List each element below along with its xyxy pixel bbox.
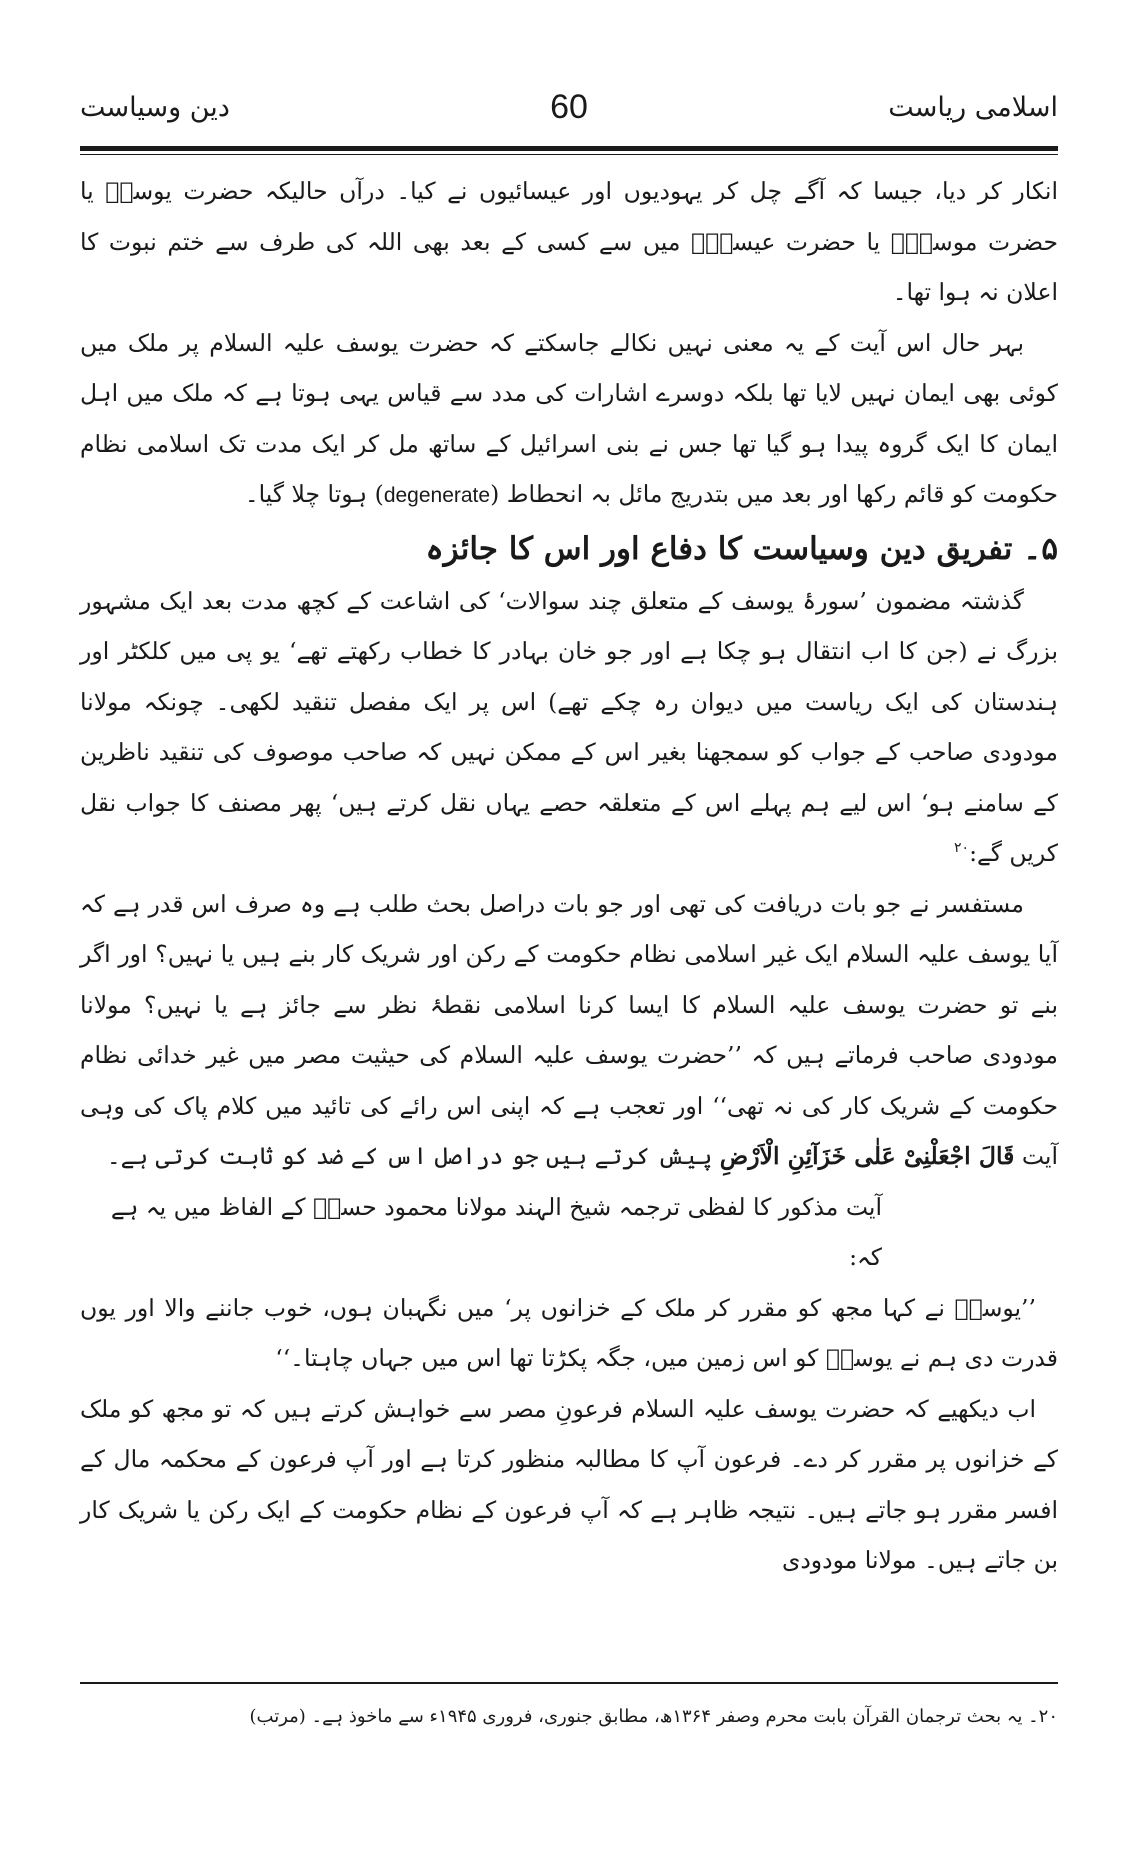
paragraph-7: اب دیکھیے کہ حضرت یوسف علیہ السلام فرعونِ مصر سے خواہش کرتے ہیں کہ تو مجھ کو ملک کے خزانوں پر مقرر کر دے۔ فرعون آپ کا مطالبہ منظور کرتا ہے اور آپ فرعون کے محکمہ مال کے افسر مقرر ہو جاتے ہیں۔ نتیجہ ظاہر ہے کہ آپ فرعون کے نظام حکومت کے ایک رکن یا شریک کار بن جاتے ہیں۔ مولانا مودودی xyxy=(80,1394,1058,1574)
paragraph-3 xyxy=(80,576,1058,879)
paragraph-4-end: پیش کرتے ہیں جو دراصل اس کے ضد کو ثابت کرتی ہے۔ xyxy=(106,1142,713,1170)
quran-verse: قَالَ اجْعَلْنِیْ عَلٰی خَزَآئِنِ الْاَرْضِ xyxy=(719,1142,1015,1170)
page-header xyxy=(80,88,1058,148)
paragraph-2 xyxy=(80,318,1058,522)
running-head-book-title: اسلامی ریاست xyxy=(888,92,1058,123)
english-term: degenerate xyxy=(383,484,491,507)
paragraph-2-start: بہر حال اس آیت کے یہ معنی نہیں نکالے جاسکتے کہ حضرت یوسف علیہ السلام پر ملک میں کوئی بھی ایمان نہیں لایا تھا بلکہ دوسرے اشارات کی مدد سے قیاس یہی ہوتا ہے کہ ملک میں اہل ایمان کا ایک گروہ پیدا ہو گیا تھا جس نے بنی اسرائیل کے ساتھ مل کر ایک مدت تک اسلامی نظام حکومت کو قائم رکھا اور بعد میں بتدریج مائل بہ انحطاط ( xyxy=(80,328,1058,508)
footnote-reference: ۲۰ xyxy=(954,840,970,857)
header-rule-thin xyxy=(80,154,1058,155)
paragraph-4-start: مستفسر نے جو بات دریافت کی تھی اور جو بات دراصل بحث طلب ہے وہ صرف اس قدر ہے کہ آیا یوسف علیہ السلام ایک غیر اسلامی نظام حکومت کے رکن اور شریک کار بنے ہیں یا نہیں؟ اور اگر بنے تو حضرت یوسف علیہ السلام کا ایسا کرنا اسلامی نقطۂ نظر سے جائز ہے یا نہیں؟ مولانا مودودی صاحب فرماتے ہیں کہ ’’حضرت یوسف علیہ السلام کی حیثیت مصر میں غیر خدائی نظام حکومت کے شریک کار کی نہ تھی‘‘ اور تعجب ہے کہ اپنی اس رائے کی تائید میں کلام پاک کی وہی آیت xyxy=(80,889,1058,1170)
paragraph-4 xyxy=(80,879,1058,1182)
footnote-divider xyxy=(80,1682,1058,1684)
book-page xyxy=(80,0,1058,1850)
page-number: 60 xyxy=(550,88,588,126)
header-rule-thick xyxy=(80,146,1058,151)
running-head-chapter-title: دین وسیاست xyxy=(80,92,230,123)
paragraph-3-text: گذشتہ مضمون ’سورۂ یوسف کے متعلق چند سوالات‘ کی اشاعت کے کچھ مدت بعد ایک مشہور بزرگ نے (جن کا اب انتقال ہو چکا ہے اور جو خان بہادر کا خطاب رکھتے تھے‘ یو پی میں کلکٹر اور ہندستان کی ایک ریاست میں دیوان رہ چکے تھے) اس پر ایک مفصل تنقید لکھی۔ چونکہ مولانا مودودی صاحب کے جواب کو سمجھنا بغیر اس کے ممکن نہیں کہ صاحب موصوف کی تنقید ناظرین کے سامنے ہو‘ اس لیے ہم پہلے اس کے متعلقہ حصے یہاں نقل کرتے ہیں‘ پھر مصنف کا جواب نقل کریں گے: xyxy=(80,586,1058,867)
paragraph-2-end: ) ہوتا چلا گیا۔ xyxy=(244,480,384,508)
paragraph-6-quotation: ’’یوسفؑ نے کہا مجھ کو مقرر کر ملک کے خزانوں پر‘ میں نگہبان ہوں، خوب جاننے والا اور یوں قدرت دی ہم نے یوسفؑ کو اس زمین میں، جگہ پکڑتا تھا اس میں جہاں چاہتا۔‘‘ xyxy=(80,1293,1058,1372)
page-body xyxy=(80,166,1058,1586)
footnote: ۲۰۔ یہ بحث ترجمان القرآن بابت محرم وصفر ۱۳۶۴ھ، مطابق جنوری، فروری ۱۹۴۵ء سے ماخوذ ہے۔ (مرتب) xyxy=(249,1706,1058,1727)
paragraph-1: انکار کر دیا، جیسا کہ آگے چل کر یہودیوں اور عیسائیوں نے کیا۔ درآں حالیکہ حضرت یوسفؑ یا حضرت موسیٰؑ یا حضرت عیسیٰؑ میں سے کسی کے بعد بھی اللہ کی طرف سے ختم نبوت کا اعلان نہ ہوا تھا۔ xyxy=(80,177,1058,306)
paragraph-5: آیت مذکور کا لفظی ترجمہ شیخ الہند مولانا محمود حسنؒ کے الفاظ میں یہ ہے کہ: xyxy=(110,1192,882,1271)
section-heading: ۵۔ تفریق دین وسیاست کا دفاع اور اس کا جائزہ xyxy=(425,530,1058,567)
